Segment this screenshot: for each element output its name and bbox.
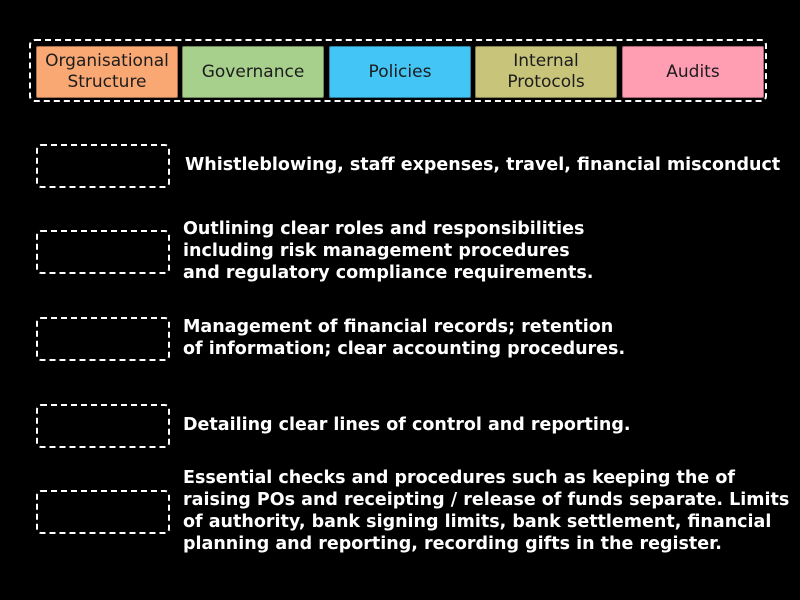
row-description-4: Detailing clear lines of control and reporting. xyxy=(183,415,631,435)
drop-slot-2[interactable] xyxy=(36,230,170,274)
tile-label: Organisational Structure xyxy=(45,51,169,92)
row-description-2: Outlining clear roles and responsibilities including risk management procedures and regulatory compliance requirements. xyxy=(183,219,594,283)
drop-slot-3[interactable] xyxy=(36,317,170,361)
tile-policies[interactable] xyxy=(329,46,471,98)
tile-label: Governance xyxy=(201,61,305,82)
row-description-5: Essential checks and procedures such as keeping the of raising POs and receipting / release of funds separate. Limits of authority, bank signing limits, bank settlement, financial planning and reporting, recording gifts in the register. xyxy=(183,468,790,554)
drop-slot-5[interactable] xyxy=(36,490,170,534)
tile-organisational-structure[interactable] xyxy=(36,46,178,98)
tile-label: Internal Protocols xyxy=(507,51,585,92)
row-description-1: Whistleblowing, staff expenses, travel, financial misconduct xyxy=(185,155,781,175)
tile-governance[interactable] xyxy=(182,46,324,98)
tile-label: Audits xyxy=(666,61,720,82)
tile-internal-protocols[interactable] xyxy=(475,46,617,98)
row-description-3: Management of financial records; retention of information; clear accounting procedures. xyxy=(183,317,626,359)
tile-audits[interactable] xyxy=(622,46,764,98)
drop-slot-4[interactable] xyxy=(36,404,170,448)
tile-label: Policies xyxy=(368,61,432,82)
drop-slot-1[interactable] xyxy=(36,144,170,188)
